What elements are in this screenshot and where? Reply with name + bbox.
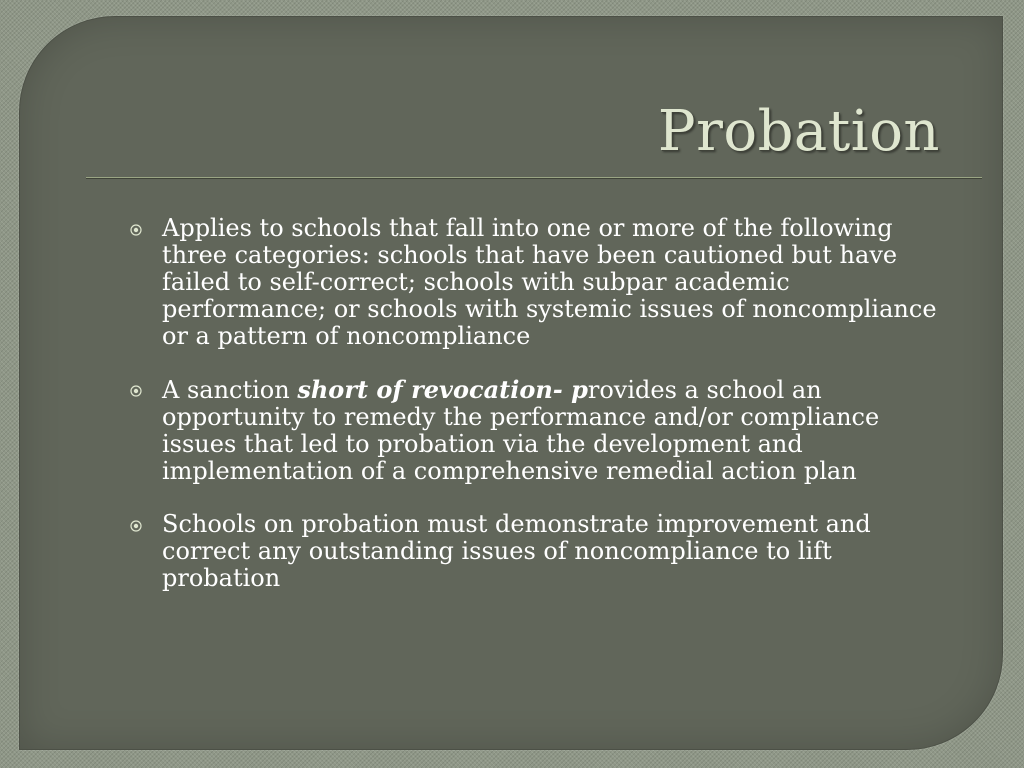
circled-dot-icon xyxy=(130,520,142,532)
bullet-text-2-emphasis: short of revocation- p xyxy=(297,375,588,404)
bullet-item-2 xyxy=(128,376,948,485)
bullet-list xyxy=(128,215,948,618)
bullet-text-2 xyxy=(162,376,948,485)
circled-dot-icon xyxy=(130,224,142,236)
bullet-text-2-end: rovides a school an opportunity to remedy the performance and/or compliance issues that led to probation via the development and implementation of a comprehensive remedial action plan xyxy=(162,376,880,485)
circled-dot-icon xyxy=(130,385,142,397)
slide-panel xyxy=(19,16,1003,750)
bullet-text-1: Applies to schools that fall into one or more of the following three categories: schools that have been cautioned but have failed to self-correct; schools with subpar academic performance; or schools with systemic issues of noncompliance or a pattern of noncompliance xyxy=(162,214,937,350)
slide-title: Probation xyxy=(657,99,940,164)
bullet-text-3: Schools on probation must demonstrate improvement and correct any outstanding issues of noncompliance to lift probation xyxy=(162,510,871,592)
bullet-text-2-start: A sanction xyxy=(162,376,298,404)
bullet-item-3 xyxy=(128,511,948,592)
bullet-item-1 xyxy=(128,215,948,350)
title-divider xyxy=(86,177,982,179)
